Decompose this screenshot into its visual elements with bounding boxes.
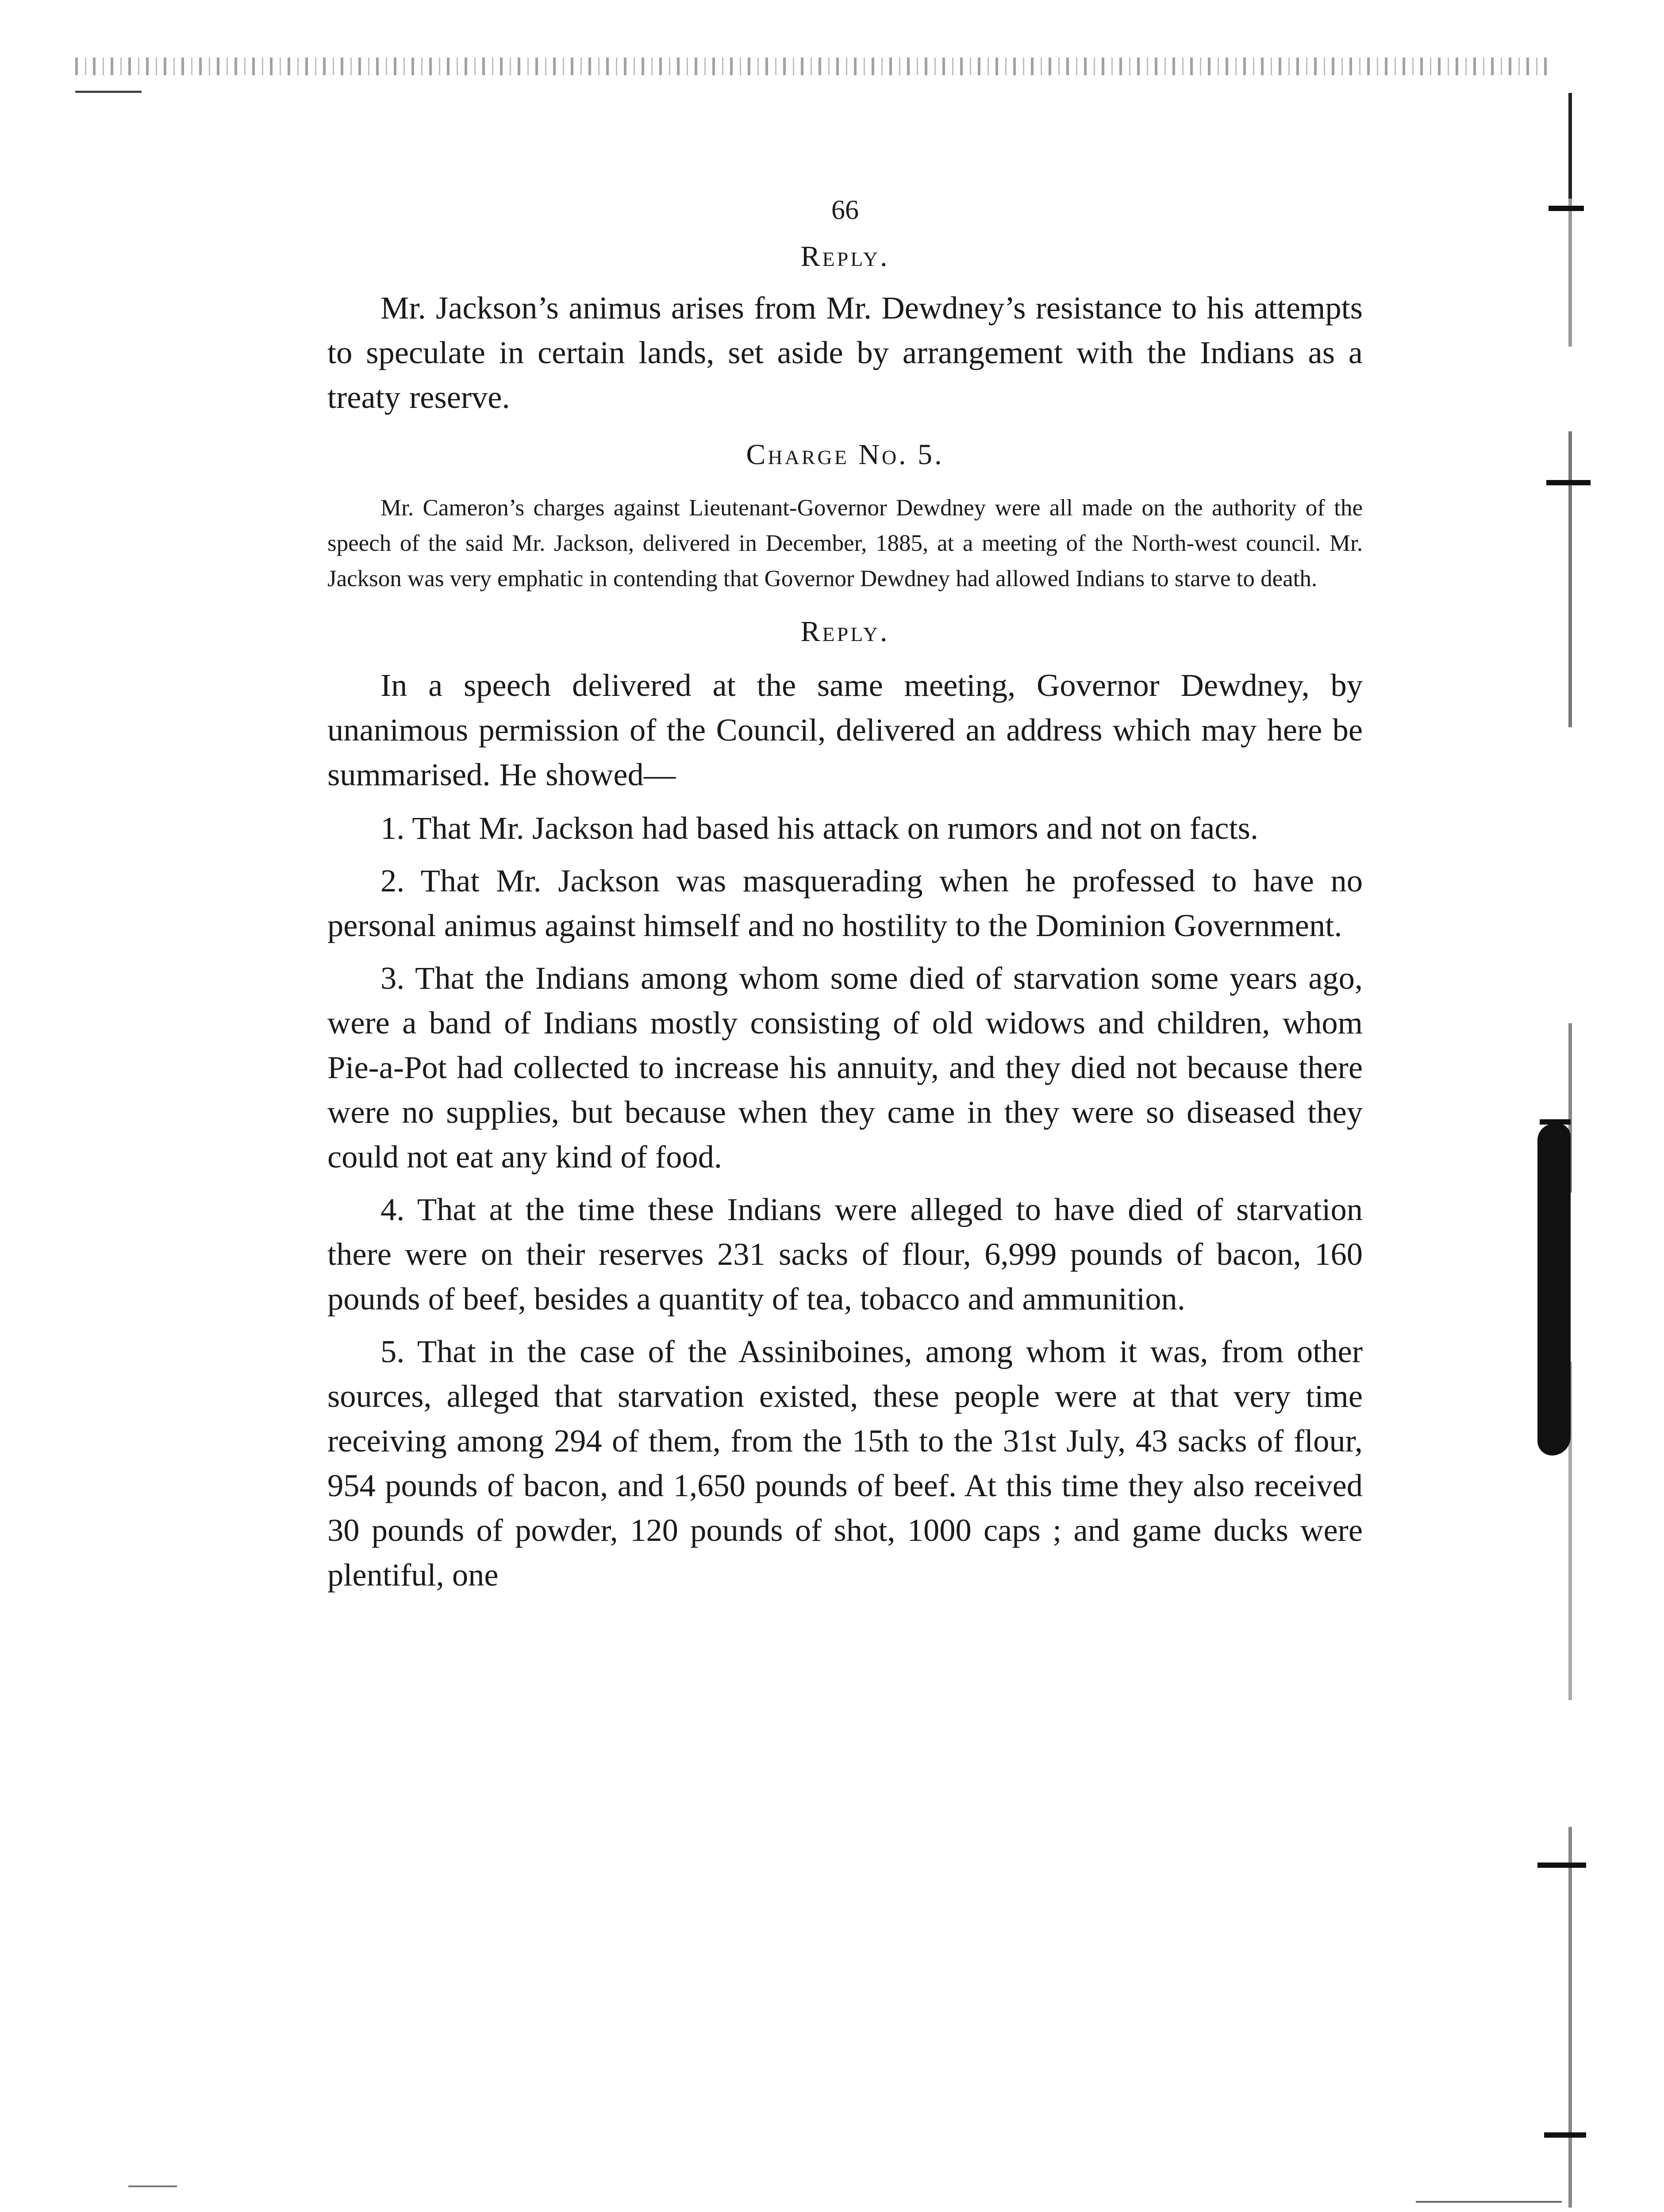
edge-mark	[1546, 480, 1591, 485]
section-heading-reply: Reply.	[800, 240, 890, 273]
reply-paragraph: In a speech delivered at the same meeting, Governor Dewdney, by unanimous permission of the Council, delivered an address which may here be summarised. He showed—	[327, 667, 1363, 792]
numbered-point: 4. That at the time these Indians were alleged to have died of starvation there were on their reserves 231 sacks of flour, 6,999 pounds of bacon, 160 pounds of beef, besides a quantity of tea, tobacco and ammunition.	[327, 1191, 1363, 1317]
scan-mark	[1416, 2201, 1562, 2203]
edge-mark	[1544, 2132, 1586, 2138]
numbered-point: 2. That Mr. Jackson was masquerading when he professed to have no personal animus against himself and no hostility to the Dominion Government.	[327, 863, 1363, 943]
scan-mark	[128, 2185, 177, 2187]
numbered-point: 3. That the Indians among whom some died of starvation some years ago, were a band of Indians mostly consisting of old widows and children, whom Pie-a-Pot had collected to increase his annuity, and they died not because there were no supplies, but because when they came in they were so diseased they could not eat any kind of food.	[327, 960, 1363, 1175]
reply-paragraph: Mr. Jackson’s animus arises from Mr. Dewdney’s resistance to his attempts to speculate in certain lands, set aside by arrangement with the Indians as a treaty reserve.	[327, 290, 1363, 415]
section-heading-charge: Charge No. 5.	[746, 438, 944, 471]
numbered-point: 1. That Mr. Jackson had based his attack on rumors and not on facts.	[380, 810, 1258, 846]
charge-paragraph: Mr. Cameron’s charges against Lieutenant-Governor Dewdney were all made on the authority of the speech of the said Mr. Jackson, delivered in December, 1885, at a meeting of the North-west council. Mr. Jackson was very emphatic in contending that Governor Dewdney had allowed Indians to starve to death.	[327, 495, 1363, 591]
edge-mark	[1549, 206, 1584, 211]
scan-mark	[75, 91, 142, 93]
ink-blot	[1537, 1124, 1571, 1455]
page-number: 66	[831, 195, 859, 225]
scan-noise-top	[75, 58, 1549, 75]
edge-mark	[1537, 1863, 1586, 1868]
numbered-point: 5. That in the case of the Assiniboines, among whom it was, from other sources, alleged that starvation existed, these people were at that very time receiving among 294 of them, from the 15th to the 31st July, 43 sacks of flour, 954 pounds of bacon, and 1,650 pounds of beef. At this time they also received 30 pounds of powder, 120 pounds of shot, 1000 caps ; and game ducks were plentiful, one	[327, 1333, 1363, 1593]
section-heading-reply: Reply.	[800, 615, 890, 648]
page-text	[327, 186, 1363, 1597]
